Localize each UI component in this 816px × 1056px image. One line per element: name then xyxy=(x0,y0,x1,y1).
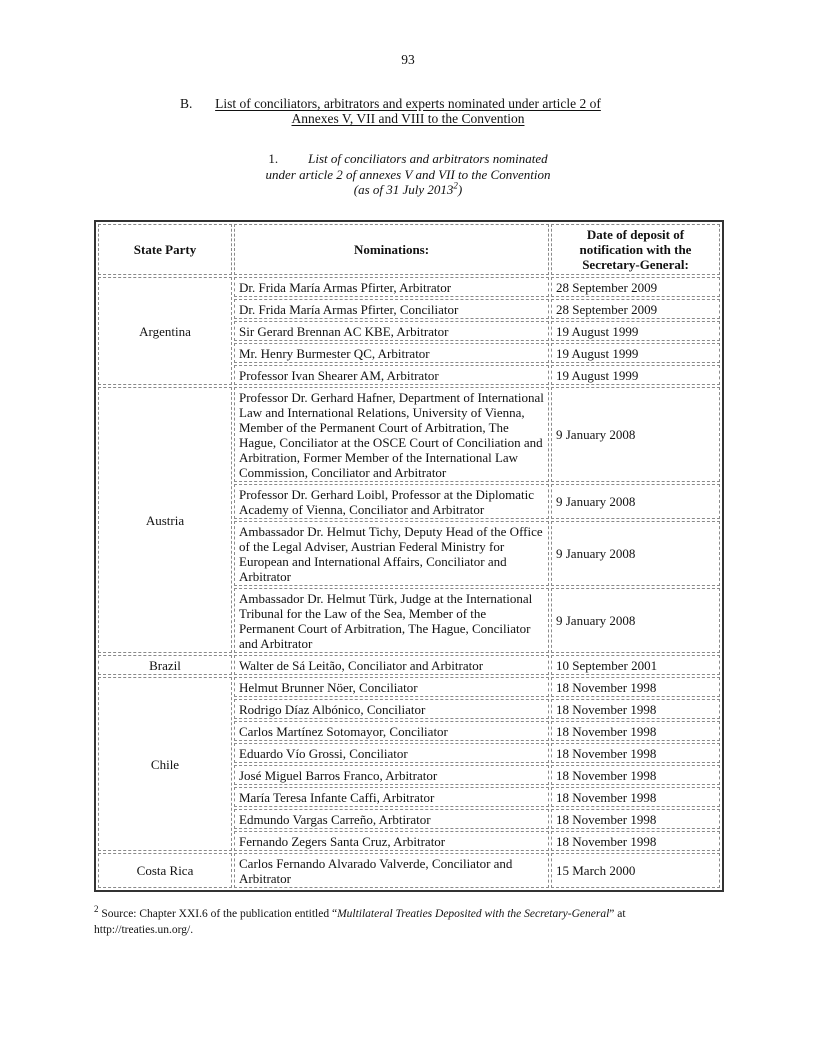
date-cell: 18 November 1998 xyxy=(551,677,720,697)
sub-heading-line2: under article 2 of annexes V and VII to the Convention xyxy=(265,166,551,182)
footnote-reference: 2 xyxy=(453,180,458,191)
nomination-cell: Carlos Fernando Alvarado Valverde, Conciliator and Arbitrator xyxy=(234,853,549,888)
section-heading-line2: Annexes V, VII and VIII to the Convention xyxy=(291,111,525,126)
state-party-cell: Chile xyxy=(98,677,232,851)
sub-heading xyxy=(96,151,720,198)
state-party-cell: Brazil xyxy=(98,655,232,675)
nomination-cell: Professor Dr. Gerhard Hafner, Department of International Law and International Relations, University of Vienna, Member of the Permanent Court of Arbitration, The Hague, Conciliator at the OSCE Court of Conciliation and Arbitration, Former Member of the International Law Commission, Conciliator and Arbitrator xyxy=(234,387,549,482)
footnote-line1: $^2$ Source: Chapter XXI.6 of the publication entitled “Multilateral Treaties Deposited with the Secretary-General” at xyxy=(94,904,626,920)
date-cell: 19 August 1999 xyxy=(551,321,720,341)
nomination-cell: José Miguel Barros Franco, Arbitrator xyxy=(234,765,549,785)
nomination-cell: Fernando Zegers Santa Cruz, Arbitrator xyxy=(234,831,549,851)
date-cell: 9 January 2008 xyxy=(551,521,720,586)
date-cell: 18 November 1998 xyxy=(551,831,720,851)
table-row xyxy=(98,677,720,697)
date-cell: 18 November 1998 xyxy=(551,765,720,785)
table-row xyxy=(98,853,720,888)
header-date-of-deposit: Date of deposit of notification with the Secretary-General: xyxy=(551,224,720,275)
header-state-party: State Party xyxy=(98,224,232,275)
nomination-cell: Helmut Brunner Nöer, Conciliator xyxy=(234,677,549,697)
sub-heading-line3: (as of 31 July 2013$^2$) xyxy=(353,180,463,197)
date-cell: 18 November 1998 xyxy=(551,699,720,719)
date-cell: 18 November 1998 xyxy=(551,743,720,763)
section-heading xyxy=(96,96,720,126)
nomination-cell: Eduardo Vío Grossi, Conciliator xyxy=(234,743,549,763)
nomination-cell: María Teresa Infante Caffi, Arbitrator xyxy=(234,787,549,807)
table-row xyxy=(98,655,720,675)
date-cell: 9 January 2008 xyxy=(551,588,720,653)
date-cell: 18 November 1998 xyxy=(551,809,720,829)
state-party-cell: Costa Rica xyxy=(98,853,232,888)
state-party-cell: Argentina xyxy=(98,277,232,385)
table-row xyxy=(98,277,720,297)
page-number: 93 xyxy=(401,52,415,67)
table-row xyxy=(98,387,720,482)
nomination-cell: Ambassador Dr. Helmut Tichy, Deputy Head of the Office of the Legal Adviser, Austrian Federal Ministry for European and International Affairs, Conciliator and Arbitrator xyxy=(234,521,549,586)
table-header-row xyxy=(98,224,720,275)
date-cell: 9 January 2008 xyxy=(551,484,720,519)
date-cell: 28 September 2009 xyxy=(551,299,720,319)
nomination-cell: Mr. Henry Burmester QC, Arbitrator xyxy=(234,343,549,363)
footnote xyxy=(94,906,710,938)
nominations-table xyxy=(94,220,724,892)
footnote-marker: 2 xyxy=(94,904,99,915)
footnote-publication-title: Multilateral Treaties Deposited with the Secretary-General xyxy=(337,908,610,920)
footnote-url: http://treaties.un.org/. xyxy=(94,924,194,936)
date-cell: 9 January 2008 xyxy=(551,387,720,482)
nomination-cell: Ambassador Dr. Helmut Türk, Judge at the International Tribunal for the Law of the Sea, Member of the Permanent Court of Arbitration, The Hague, Conciliator and Arbitrator xyxy=(234,588,549,653)
nomination-cell: Walter de Sá Leitão, Conciliator and Arbitrator xyxy=(234,655,549,675)
date-cell: 19 August 1999 xyxy=(551,343,720,363)
sub-heading-number: 1. xyxy=(268,151,279,166)
date-cell: 18 November 1998 xyxy=(551,787,720,807)
date-cell: 15 March 2000 xyxy=(551,853,720,888)
nomination-cell: Professor Dr. Gerhard Loibl, Professor at the Diplomatic Academy of Vienna, Conciliator and Arbitrator xyxy=(234,484,549,519)
date-cell: 28 September 2009 xyxy=(551,277,720,297)
date-cell: 10 September 2001 xyxy=(551,655,720,675)
date-cell: 18 November 1998 xyxy=(551,721,720,741)
nomination-cell: Dr. Frida María Armas Pfirter, Conciliator xyxy=(234,299,549,319)
sub-heading-line1 xyxy=(96,151,720,167)
nomination-cell: Rodrigo Díaz Albónico, Conciliator xyxy=(234,699,549,719)
sub-heading-line1-text: List of conciliators and arbitrators nominated xyxy=(308,151,548,166)
nomination-cell: Sir Gerard Brennan AC KBE, Arbitrator xyxy=(234,321,549,341)
date-cell: 19 August 1999 xyxy=(551,365,720,385)
state-party-cell: Austria xyxy=(98,387,232,653)
nomination-cell: Carlos Martínez Sotomayor, Conciliator xyxy=(234,721,549,741)
nomination-cell: Professor Ivan Shearer AM, Arbitrator xyxy=(234,365,549,385)
header-nominations: Nominations: xyxy=(234,224,549,275)
nomination-cell: Dr. Frida María Armas Pfirter, Arbitrator xyxy=(234,277,549,297)
section-heading-line1: List of conciliators, arbitrators and experts nominated under article 2 of xyxy=(215,96,601,111)
section-label: B. xyxy=(180,96,193,111)
nomination-cell: Edmundo Vargas Carreño, Arbtirator xyxy=(234,809,549,829)
